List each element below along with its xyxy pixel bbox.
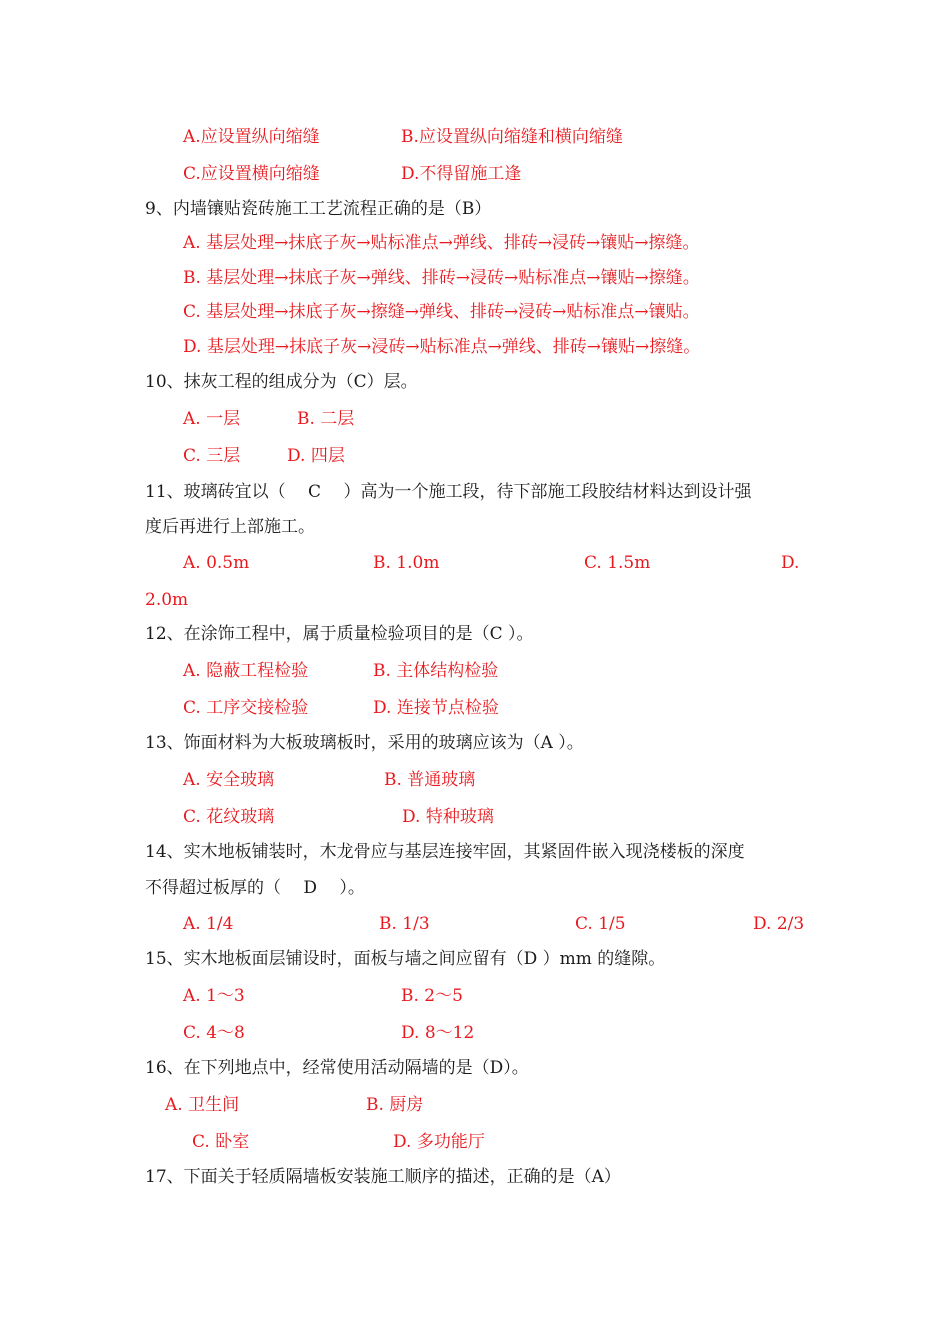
question-14: 14、实木地板铺装时，木龙骨应与基层连接牢固，其紧固件嵌入现浇楼板的深度 [145,842,745,862]
option-11b: B. 1.0m [373,553,440,573]
question-9: 9、内墙镶贴瓷砖施工工艺流程正确的是（B） [145,199,492,219]
option-12a: A. 隐蔽工程检验 [183,661,309,681]
option-8c: C.应设置横向缩缝 [183,164,320,184]
option-13d: D. 特种玻璃 [402,807,494,827]
question-13: 13、饰面材料为大板玻璃板时，采用的玻璃应该为（A ）。 [145,733,584,753]
option-13c: C. 花纹玻璃 [183,807,275,827]
option-12d: D. 连接节点检验 [373,698,499,718]
question-10: 10、抹灰工程的组成分为（C）层。 [145,372,418,392]
option-11c: C. 1.5m [584,553,651,573]
option-16c: C. 卧室 [192,1132,250,1152]
option-10d: D. 四层 [287,446,345,466]
option-13b: B. 普通玻璃 [384,770,476,790]
option-9b: B. 基层处理→抹底子灰→弹线、排砖→浸砖→贴标准点→镶贴→擦缝。 [183,268,700,288]
question-12: 12、在涂饰工程中，属于质量检验项目的是（C ）。 [145,624,534,644]
option-11d-value: 2.0m [145,590,189,610]
option-11d: D. [781,553,800,573]
option-15c: C. 4～8 [183,1023,245,1043]
option-9a: A. 基层处理→抹底子灰→贴标准点→弹线、排砖→浸砖→镶贴→擦缝。 [183,233,700,253]
question-11-cont: 度后再进行上部施工。 [145,517,315,537]
option-12b: B. 主体结构检验 [373,661,499,681]
question-15: 15、实木地板面层铺设时，面板与墙之间应留有（D ）mm 的缝隙。 [145,949,666,969]
option-14a: A. 1/4 [183,914,234,934]
option-14c: C. 1/5 [575,914,626,934]
option-10a: A. 一层 [183,409,241,429]
option-9c: C. 基层处理→抹底子灰→擦缝→弹线、排砖→浸砖→贴标准点→镶贴。 [183,302,700,322]
option-10c: C. 三层 [183,446,241,466]
option-12c: C. 工序交接检验 [183,698,309,718]
option-9d: D. 基层处理→抹底子灰→浸砖→贴标准点→弹线、排砖→镶贴→擦缝。 [183,337,701,357]
option-11a: A. 0.5m [183,553,250,573]
option-15d: D. 8～12 [401,1023,475,1043]
option-16d: D. 多功能厅 [393,1132,485,1152]
option-13a: A. 安全玻璃 [183,770,275,790]
question-11: 11、玻璃砖宜以（ C ）高为一个施工段，待下部施工段胶结材料达到设计强 [145,482,752,502]
option-8a: A.应设置纵向缩缝 [183,127,320,147]
option-14b: B. 1/3 [379,914,430,934]
option-16a: A. 卫生间 [165,1095,240,1115]
option-8b: B.应设置纵向缩缝和横向缩缝 [401,127,623,147]
option-14d: D. 2/3 [753,914,805,934]
option-15b: B. 2～5 [401,986,463,1006]
option-10b: B. 二层 [297,409,355,429]
question-17: 17、下面关于轻质隔墙板安装施工顺序的描述，正确的是（A） [145,1167,621,1187]
option-16b: B. 厨房 [366,1095,424,1115]
question-16: 16、在下列地点中，经常使用活动隔墙的是（D）。 [145,1058,529,1078]
option-15a: A. 1～3 [183,986,245,1006]
option-8d: D.不得留施工逢 [401,164,522,184]
question-14-cont: 不得超过板厚的（ D ）。 [145,878,365,898]
